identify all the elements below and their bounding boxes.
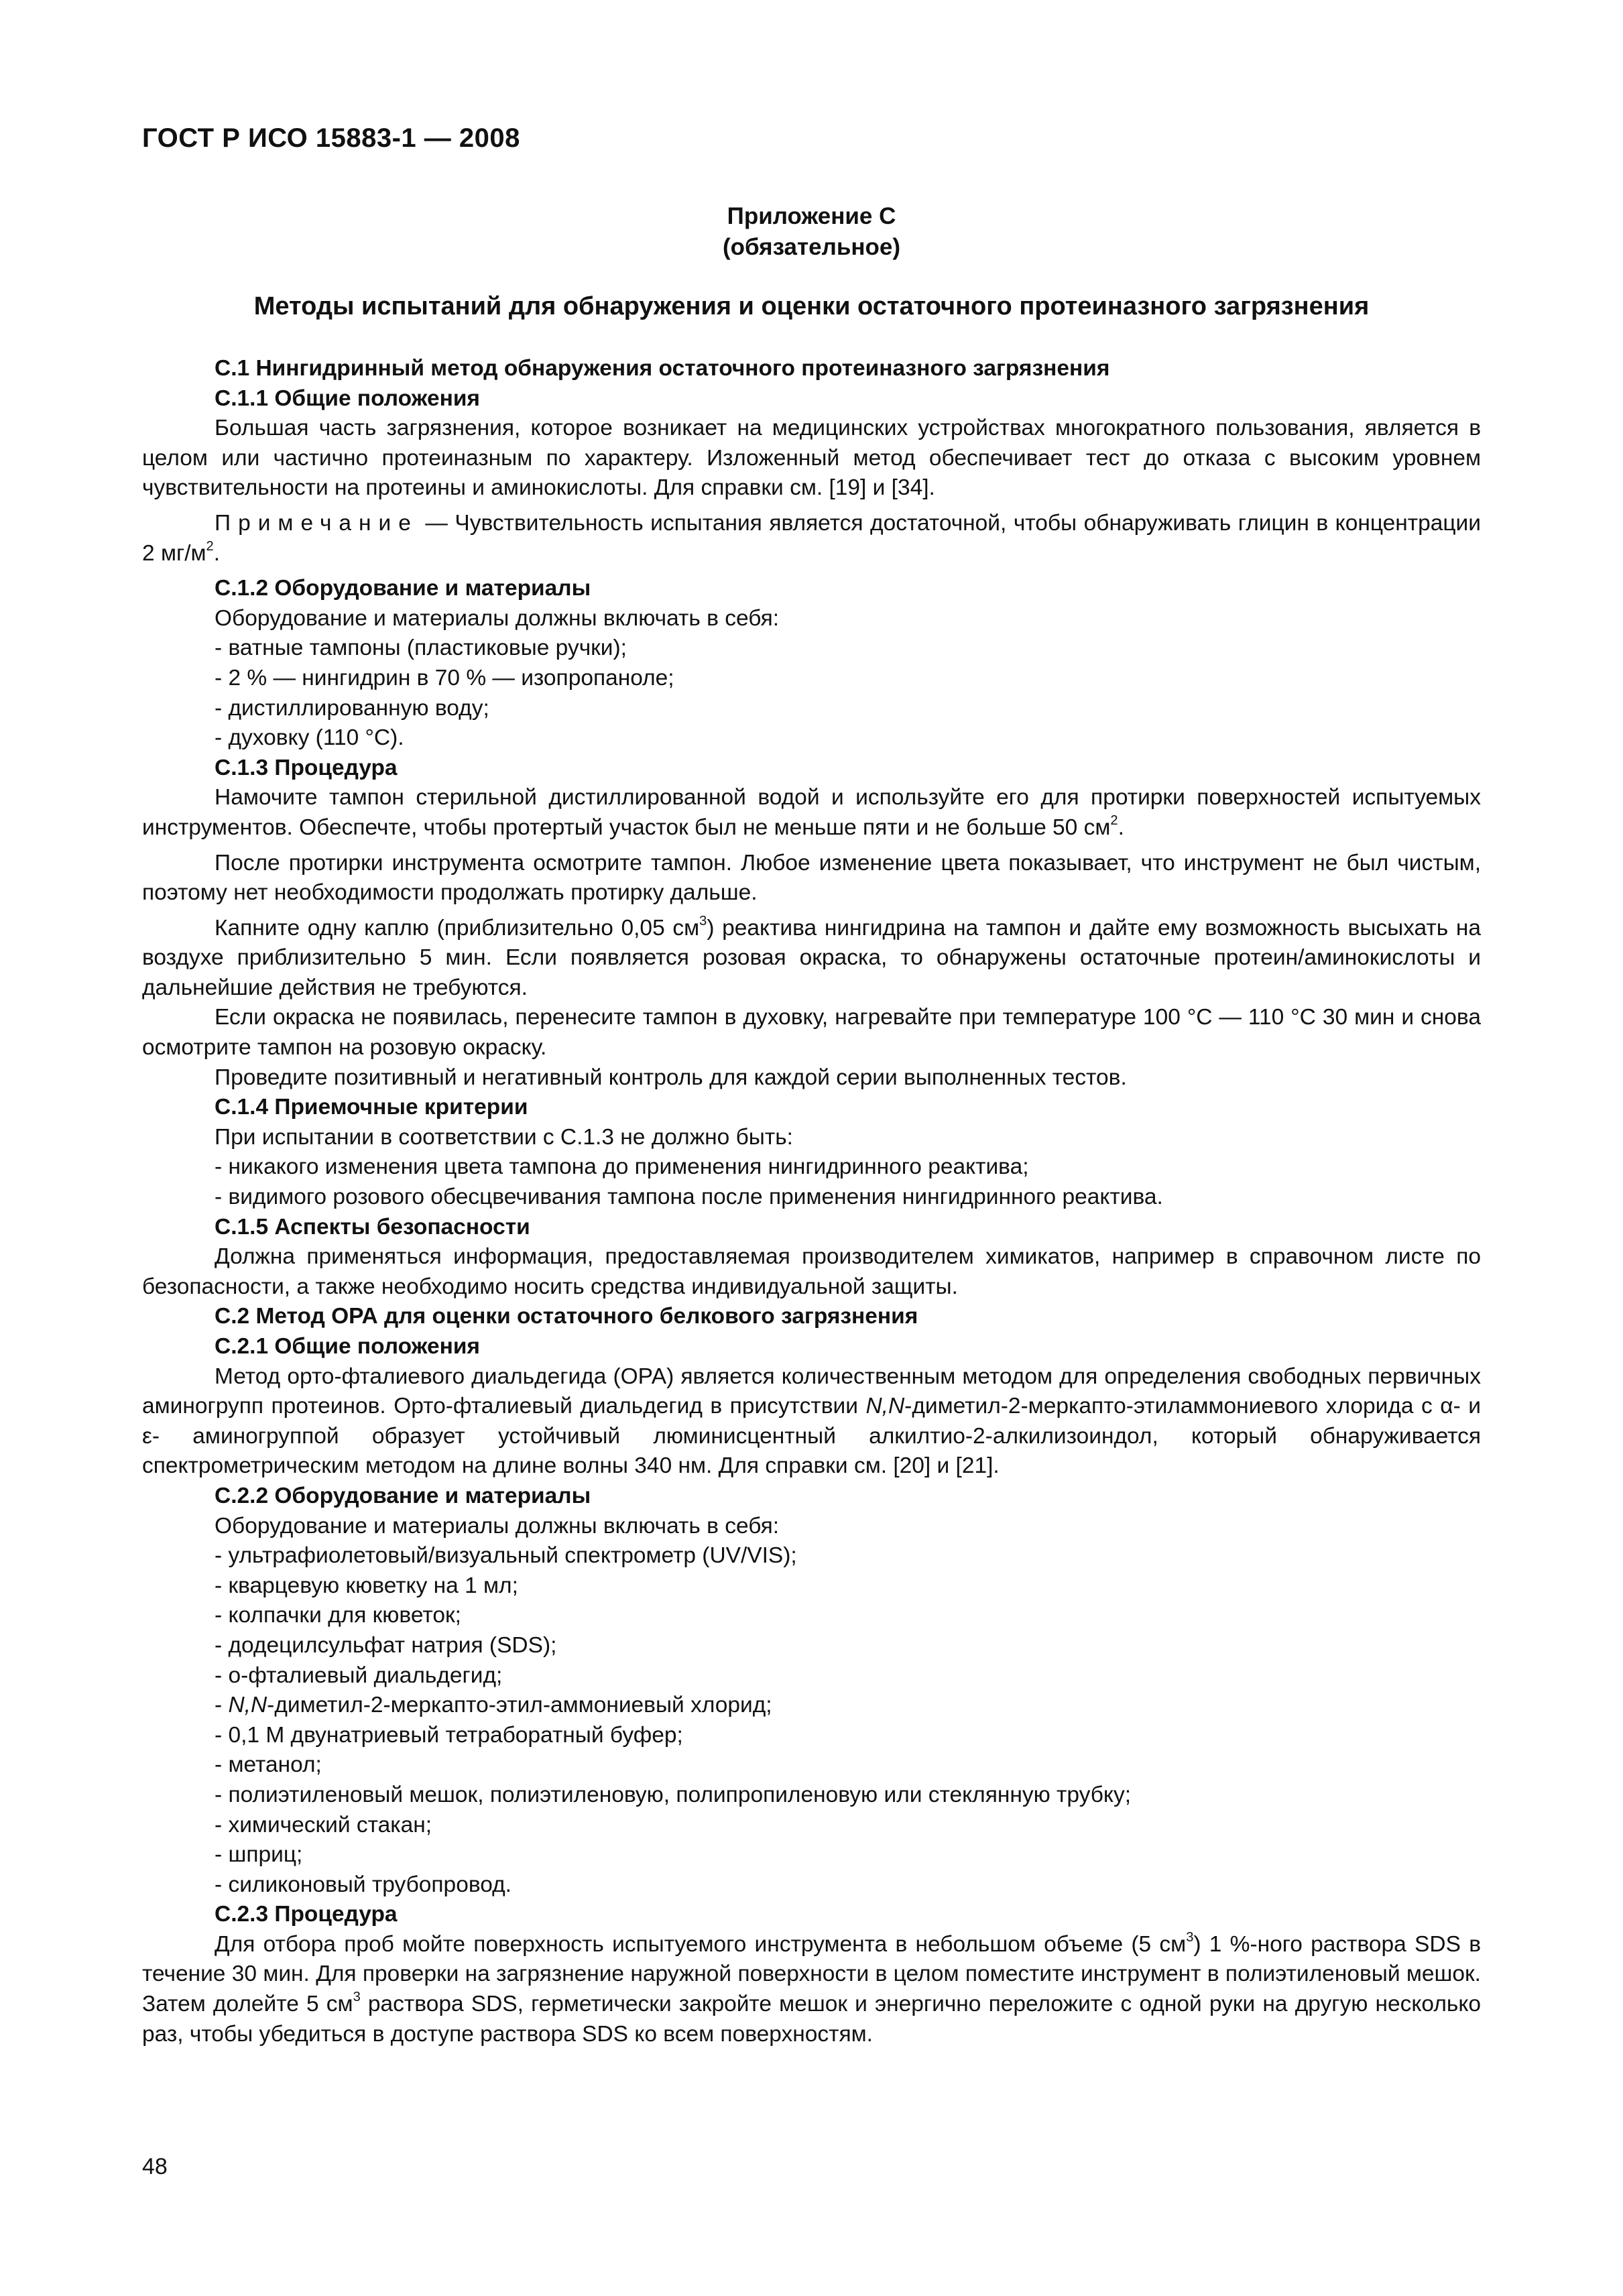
list-item: - 0,1 М двунатриевый тетраборатный буфер;: [215, 1722, 683, 1748]
section-heading-c21: С.2.1 Общие положения: [215, 1334, 480, 1359]
list-item: - дистиллированную воду;: [215, 695, 489, 721]
list-item: - химический стакан;: [215, 1812, 432, 1837]
paragraph: Если окраска не появилась, перенесите тампон в духовку, нагревайте при температуре 100 °С — 110 °С 30 мин и снова осмотрите тампон на розовую окраску.: [142, 1005, 1481, 1061]
list-intro: При испытании в соответствии с С.1.3 не должно быть:: [215, 1124, 793, 1150]
list-item: - ультрафиолетовый/визуальный спектрометр (UV/VIS);: [215, 1543, 797, 1569]
annex-status: (обязательное): [722, 234, 900, 260]
section-heading-c23: С.2.3 Процедура: [215, 1902, 398, 1927]
list-intro: Оборудование и материалы должны включать в себя:: [215, 605, 780, 631]
section-heading-c11: С.1.1 Общие положения: [215, 385, 480, 411]
section-heading-c2: С.2 Метод ОРА для оценки остаточного белкового загрязнения: [215, 1304, 918, 1329]
list-item: - колпачки для кюветок;: [215, 1603, 461, 1628]
paragraph: После протирки инструмента осмотрите тампон. Любое изменение цвета показывает, что инструмент не был чистым, поэтому нет необходимости продолжать протирку дальше.: [142, 850, 1481, 906]
paragraph: Капните одну каплю (приблизительно 0,05 $см^3$) реактива нингидрина на тампон и дайте ему возможность высыхать на воздухе приблизительно 5 мин. Если появляется розовая окраска, то обнаружены остаточные протеин/аминокислоты и дальнейшие действия не требуются.: [142, 913, 1482, 1000]
list-item: - 2 % — нингидрин в 70 % — изопропаноле;: [215, 665, 674, 690]
paragraph: Намочите тампон стерильной дистиллированной водой и используйте его для протирки поверхностей испытуемых инструментов. Обеспечте, чтобы протертый участок был не меньше пяти и не больше 50 $см^2$.: [142, 785, 1481, 840]
document-body: [142, 354, 1481, 2049]
paragraph: Метод орто-фталиевого диальдегида (ОРА) является количественным методом для определения свободных первичных аминогрупп протеинов. Орто-фталиевый диальдегид в присутствии N,N-диметил-2-меркапто-этиламмониевого хлорида с α- и ε- аминогруппой образует устойчивый люминисцентный алкилтио-2-алкилизоиндол, который обнаруживается спектрометрическим методом на длине волны 340 нм. Для справки см. [20] и [21].: [142, 1364, 1482, 1479]
annex-label: Приложение С: [727, 203, 896, 229]
page-number: 48: [142, 2154, 168, 2179]
paragraph: Проведите позитивный и негативный контроль для каждой серии выполненных тестов.: [215, 1065, 1127, 1090]
paragraph: Должна применяться информация, предоставляемая производителем химикатов, например в справочном листе по безопасности, а также необходимо носить средства индивидуальной защиты.: [142, 1244, 1481, 1299]
section-heading-c1: С.1 Нингидринный метод обнаружения остаточного протеиназного загрязнения: [215, 356, 1110, 381]
section-heading-c12: С.1.2 Оборудование и материалы: [215, 576, 591, 601]
annex-heading: [142, 201, 1481, 263]
list-item: - кварцевую кюветку на 1 мл;: [215, 1573, 518, 1598]
standard-designation: ГОСТ Р ИСО 15883-1 — 2008: [142, 123, 520, 153]
section-heading-c15: С.1.5 Аспекты безопасности: [215, 1214, 530, 1240]
list-item: - N,N-диметил-2-меркапто-этил-аммониевый хлорид;: [215, 1693, 772, 1718]
section-heading-c13: С.1.3 Процедура: [215, 755, 398, 780]
section-heading-c22: С.2.2 Оборудование и материалы: [215, 1483, 591, 1508]
list-item: - шприц;: [215, 1842, 303, 1868]
list-item: - силиконовый трубопровод.: [215, 1872, 512, 1897]
list-item: - ватные тампоны (пластиковые ручки);: [215, 636, 627, 661]
paragraph: Для отбора проб мойте поверхность испытуемого инструмента в небольшом объеме (5 $см^3$) 1 %-ного раствора SDS в течение 30 мин. Для проверки на загрязнение наружной поверхности в целом поместите инструмент в полиэтиленовый мешок. Затем долейте 5 $см^3$ раствора SDS, герметически закройте мешок и энергично переложите с одной руки на другую несколько раз, чтобы убедиться в доступе раствора SDS ко всем поверхностям.: [142, 1929, 1481, 2047]
list-item: - о-фталиевый диальдегид;: [215, 1663, 503, 1688]
paragraph: Большая часть загрязнения, которое возникает на медицинских устройствах многократного пользования, является в целом или частично протеиназным по характеру. Изложенный метод обеспечивает тест до отказа с высоким уровнем чувствительности на протеины и аминокислоты. Для справки см. [19] и [34].: [142, 416, 1481, 501]
list-item: - метанол;: [215, 1752, 322, 1778]
note-paragraph: Примечание — Чувствительность испытания является достаточной, чтобы обнаруживать глицин в концентрации 2 $мг/м^2$.: [142, 510, 1481, 566]
annex-title: Методы испытаний для обнаружения и оценки остаточного протеиназного загрязнения: [253, 292, 1370, 320]
section-heading-c14: С.1.4 Приемочные критерии: [215, 1095, 528, 1120]
list-intro: Оборудование и материалы должны включать в себя:: [215, 1513, 780, 1538]
list-item: - додецилсульфат натрия (SDS);: [215, 1632, 557, 1658]
list-item: - полиэтиленовый мешок, полиэтиленовую, полипропиленовую или стеклянную трубку;: [215, 1782, 1132, 1807]
list-item: - никакого изменения цвета тампона до применения нингидринного реактива;: [215, 1154, 1029, 1180]
list-item: - духовку (110 °С).: [215, 725, 404, 751]
note-label: Примечание: [215, 510, 418, 536]
list-item: - видимого розового обесцвечивания тампона после применения нингидринного реактива.: [215, 1185, 1163, 1210]
